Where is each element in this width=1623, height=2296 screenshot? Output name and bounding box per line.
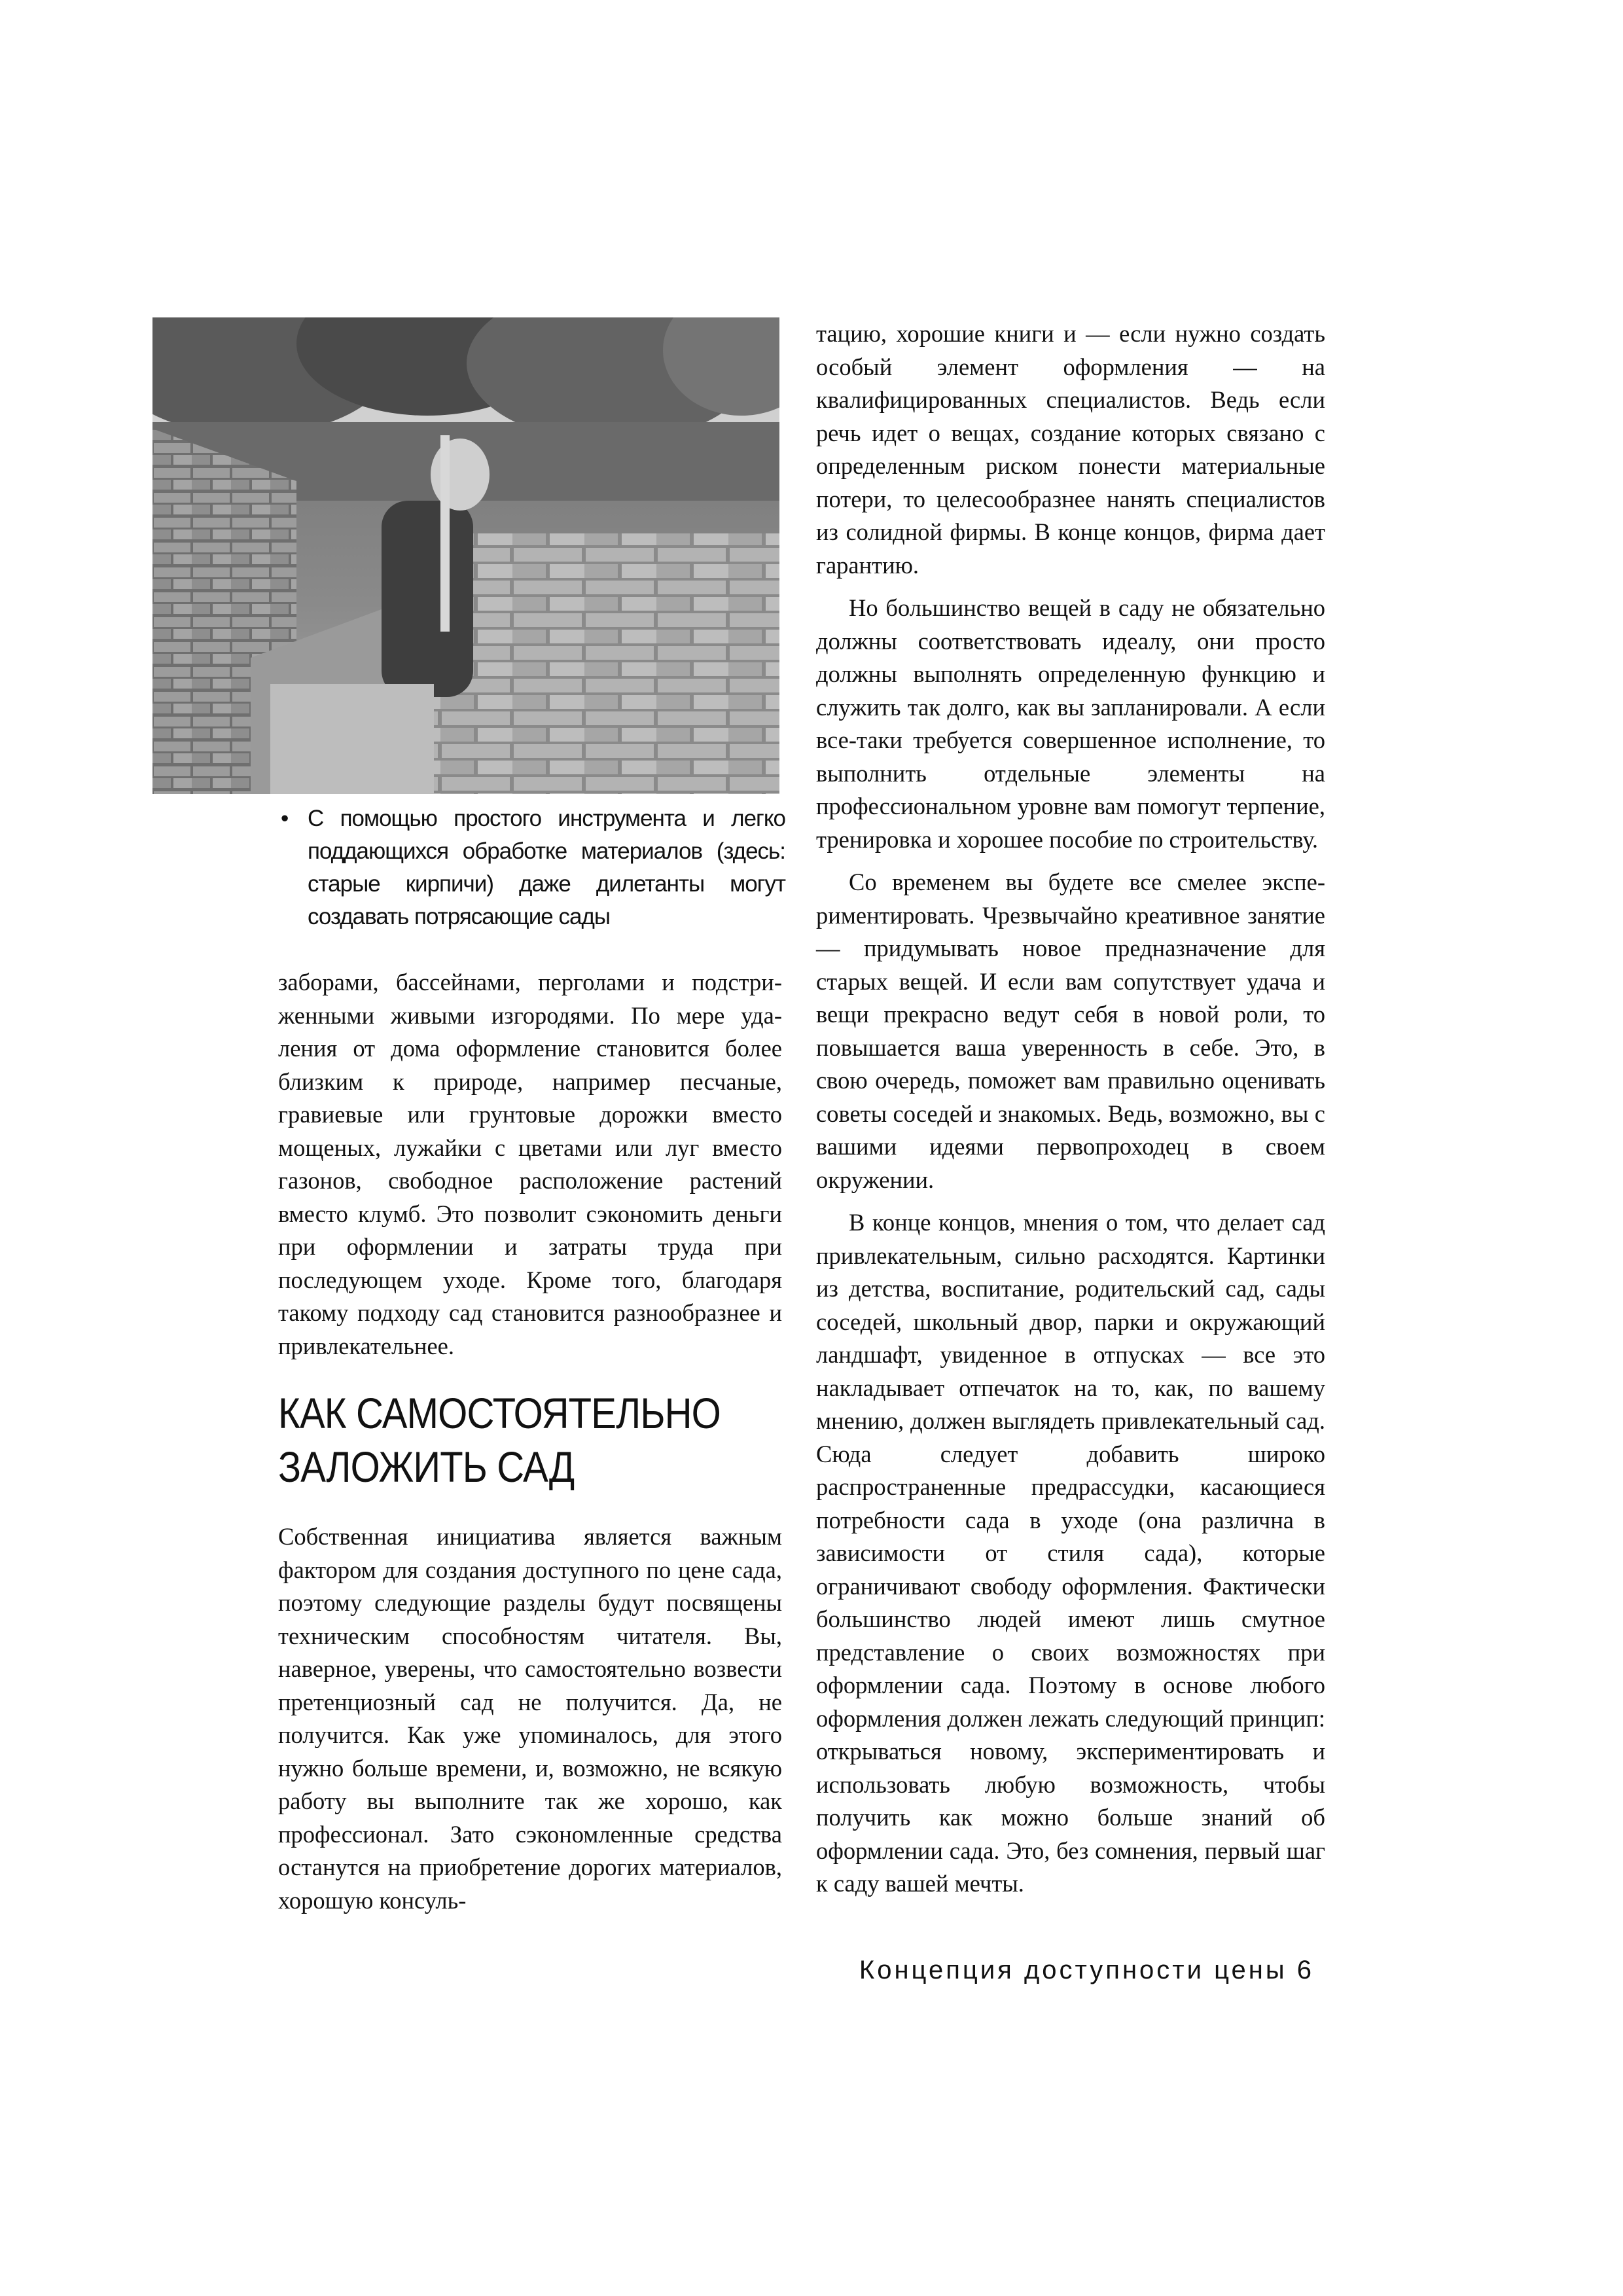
right-paragraph-3: Со временем вы будете все смелее экспериментировать. Чрезвычайно креативное занятие — придумывать новое предназначение для старых вещей. И если вам сопутствует удача и вещи прекрасно ведут себя в новой роли, то повышается ваша уверенность в себе. Это, в свою очередь, поможет вам правильно оценивать советы соседей и знакомых. Ведь, возможно, вы с вашими идеями первопроходец в своем окружении. <box>816 869 1325 1193</box>
brick-wall-photo-illustration <box>152 317 779 794</box>
left-paragraph-1: заборами, бассейнами, перголами и подстриженными живыми изгородями. По мере удаления от дома оформление становится более близким к природе, например песчаные, гравиевые или грунтовые дорожки вместо мощеных, лужайки с цветами или луг вместо газонов, свободное расположение растений вместо клумб. Это позволит сэкономить деньги при оформлении и затраты труда при последующем уходе. Кроме того, благодаря такому подходу сад становится разнообразнее и привлекательнее. <box>278 969 782 1359</box>
caption-text: С помощью простого инструмента и легко поддающихся обработке материалов (здесь: старые кирпичи) даже дилетанты могут создавать потрясающие сады <box>308 806 785 929</box>
garden-photo <box>152 317 779 794</box>
running-footer: Концепция доступности цены 6 <box>859 1956 1314 1984</box>
right-column <box>816 317 1325 1901</box>
section-heading: КАК САМОСТОЯТЕЛЬНО ЗАЛОЖИТЬ САД <box>278 1389 721 1491</box>
photo-caption <box>281 802 785 933</box>
left-column-bottom <box>278 1520 782 1917</box>
right-paragraph-1: тацию, хорошие книги и — если нужно создать особый элемент оформления — на квалифицированных специалистов. Ведь если речь идет о вещах, создание которых связано с определенным риском понести материальные потери, то целесообразнее нанять специалистов из солидной фирмы. В конце концов, фирма дает гарантию. <box>816 320 1325 579</box>
left-paragraph-2: Собственная инициатива является важным фактором для создания доступного по цене сада, поэтому следующие разделы будут посвящены техническим способностям читателя. Вы, наверное, уверены, что самостоятельно возвести претенциозный сад не получится. Да, не получится. Как уже упоминалось, для этого нужно больше времени, и, возможно, не всякую работу вы выполните так же хорошо, как профессионал. Зато сэкономленные средства останутся на приобретение дорогих материалов, хорошую консуль- <box>278 1523 782 1914</box>
left-column-top <box>278 966 782 1363</box>
right-paragraph-4: В конце концов, мнения о том, что делает сад привлекательным, сильно расходятся. Картинки из детства, воспитание, родительский сад, сады соседей, школьный двор, парки и окружающий ландшафт, увиденное в отпусках — все это накладывает отпечаток на то, как, по вашему мнению, должен выглядеть привлекательный сад. Сюда следует добавить широко распространенные предрассудки, касающиеся потребности сада в уходе (она различна в зависимости от стиля сада), которые ограничивают свободу оформления. Фактически большинство людей имеют лишь смутное представление о своих возможностях при оформлении сада. Поэтому в основе любого оформления должен лежать следующий принцип: открываться новому, экспериментировать и использовать любую возможность, чтобы получить как можно больше знаний об оформлении сада. Это, без сомнения, первый шаг к саду вашей мечты. <box>816 1209 1325 1897</box>
right-paragraph-2: Но большинство вещей в саду не обязательно должны соответствовать идеалу, они просто должны выполнять определенную функцию и служить так долго, как вы запланировали. А если все-таки требуется совершенное исполнение, то выполнить отдельные элементы на профессиональном уровне вам помогут терпение, тренировка и хорошее пособие по строительству. <box>816 594 1325 853</box>
caption-bullet: • <box>281 806 289 831</box>
